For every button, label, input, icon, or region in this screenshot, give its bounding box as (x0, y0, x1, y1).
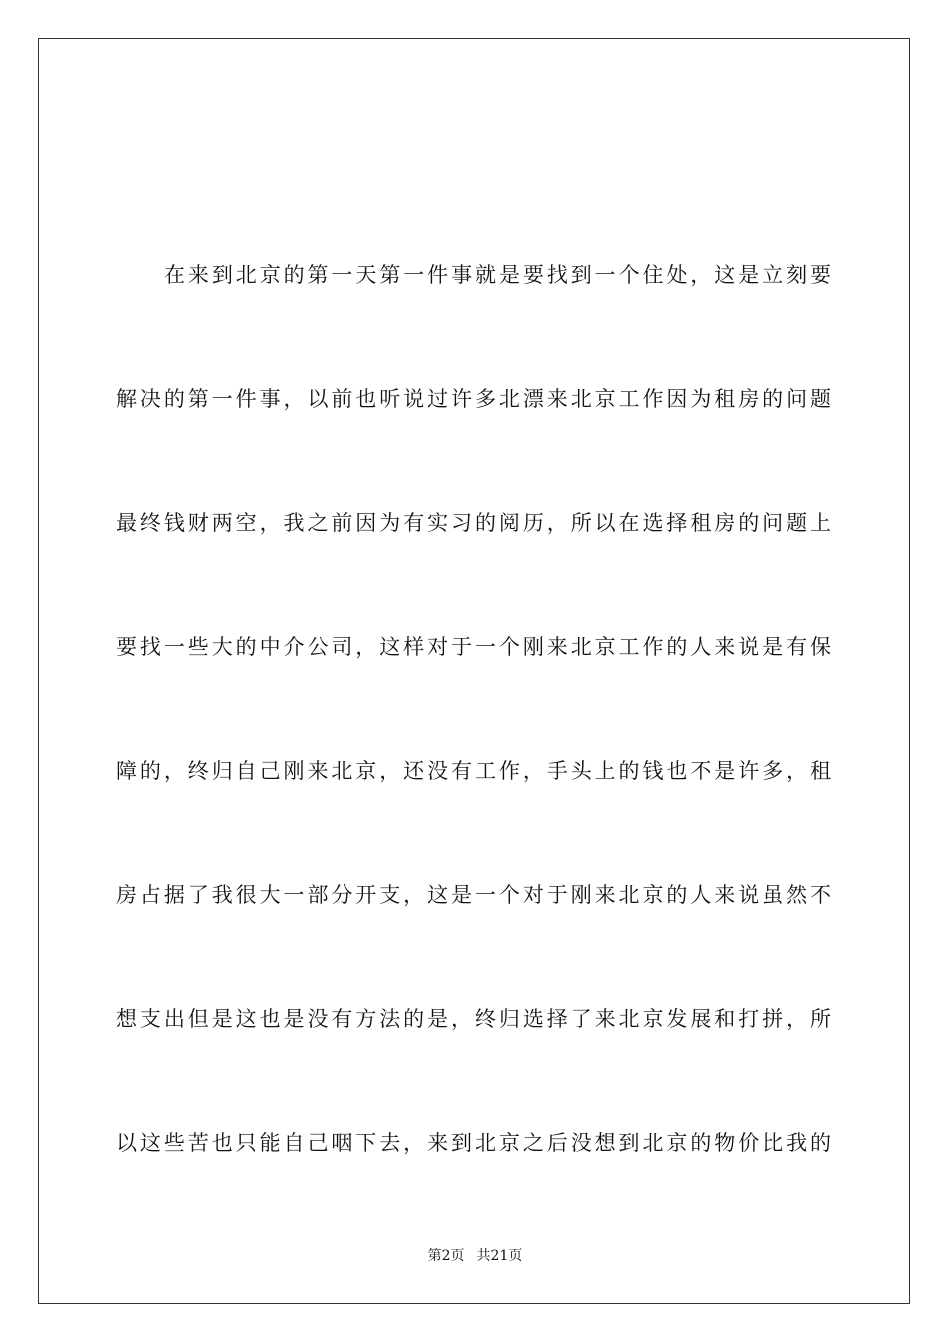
paragraph-line-6: 房占据了我很大一部分开支，这是一个对于刚来北京的人来说虽然不 (116, 883, 832, 907)
paragraph-line-8: 以这些苦也只能自己咽下去，来到北京之后没想到北京的物价比我的 (116, 1131, 832, 1155)
paragraph-line-2: 解决的第一件事，以前也听说过许多北漂来北京工作因为租房的问题 (116, 387, 832, 411)
page-number: 第2页 (427, 1248, 465, 1264)
page-total: 共21页 (476, 1248, 523, 1264)
paragraph-line-4: 要找一些大的中介公司，这样对于一个刚来北京工作的人来说是有保 (116, 635, 832, 659)
paragraph-line-5: 障的，终归自己刚来北京，还没有工作，手头上的钱也不是许多，租 (116, 759, 832, 783)
paragraph-line-1: 在来到北京的第一天第一件事就是要找到一个住处，这是立刻要 (164, 263, 832, 287)
paragraph-line-3: 最终钱财两空，我之前因为有实习的阅历，所以在选择租房的问题上 (116, 511, 832, 535)
paragraph-line-7: 想支出但是这也是没有方法的是，终归选择了来北京发展和打拼，所 (116, 1007, 832, 1031)
page-footer (0, 1247, 950, 1265)
page-frame (38, 38, 910, 1304)
